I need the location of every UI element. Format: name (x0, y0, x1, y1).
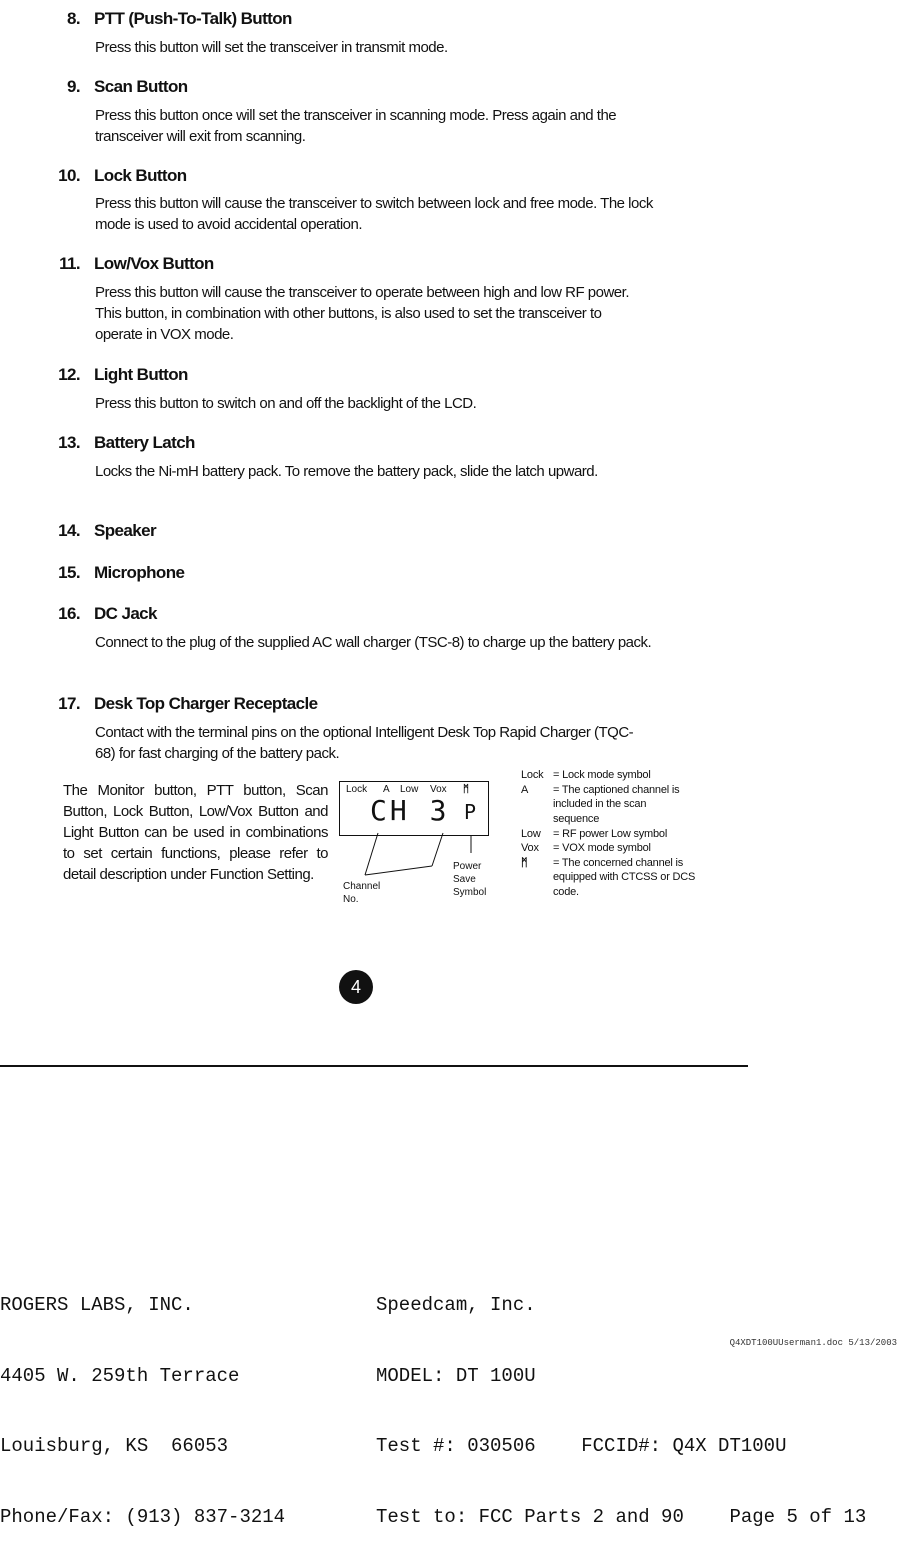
legend-value: = The concerned channel is equipped with CTCSS or DCS code. (553, 856, 696, 898)
footer-phone: Phone/Fax: (913) 837-3214 (0, 1505, 286, 1528)
section-number: 17. (58, 694, 80, 713)
section-title: DC Jack (94, 604, 157, 623)
section-title: Microphone (94, 563, 185, 582)
label-power-save: Power Save Symbol (453, 861, 487, 898)
legend-value: = The captioned channel is included in the scan sequence (553, 783, 680, 825)
section-body: Locks the Ni-mH battery pack. To remove the battery pack, slide the latch upward. (95, 463, 598, 480)
document-reference: Q4XDT100UUserman1.doc 5/13/2003 (729, 1338, 897, 1348)
section-body: Press this button to switch on and off the backlight of the LCD. (95, 395, 477, 412)
lcd-diagram (335, 778, 500, 908)
section-body: Press this button will set the transceiver in transmit mode. (95, 39, 448, 56)
lcd-power-save-readout: P (464, 800, 480, 824)
legend-key: Vox (521, 842, 539, 855)
section-title: Battery Latch (94, 433, 195, 452)
section-number: 12. (58, 365, 80, 384)
footer-test-to: Test to: FCC Parts 2 and 90 Page 5 of 13 (376, 1505, 867, 1528)
footer-model: MODEL: DT 100U (376, 1364, 536, 1387)
ctcss-icon: ᛗ (463, 784, 469, 795)
footer-address: 4405 W. 259th Terrace (0, 1364, 240, 1387)
legend-item (521, 856, 721, 900)
section-number: 15. (58, 563, 80, 582)
section-number: 13. (58, 433, 80, 452)
footer-right (376, 1247, 866, 1553)
section-number: 11. (59, 254, 80, 273)
footer-left (0, 1247, 285, 1553)
legend-value: = RF power Low symbol (553, 827, 668, 840)
footer-client: Speedcam, Inc. (376, 1294, 536, 1316)
lcd-vox-indicator: Vox (430, 784, 447, 795)
legend-item (521, 783, 721, 827)
ctcss-icon: ᛗ (521, 856, 528, 869)
legend-item (521, 841, 721, 856)
section-title: Light Button (94, 365, 188, 384)
section-title: PTT (Push-To-Talk) Button (94, 9, 292, 28)
legend-key: Lock (521, 769, 544, 781)
section-number: 8. (67, 9, 80, 28)
legend-value: = Lock mode symbol (553, 769, 651, 781)
page-number-badge: 4 (339, 970, 373, 1004)
section-title: Desk Top Charger Receptacle (94, 694, 318, 713)
section-title: Speaker (94, 521, 156, 540)
legend-key: Low (521, 827, 541, 840)
combination-note: The Monitor button, PTT button, Scan Button, Lock Button, Low/Vox Button and Light Button can be used in combinations to set certain functions, please refer to detail description under Function Setting. (63, 782, 328, 883)
divider (0, 1065, 748, 1067)
lcd-scan-indicator: A (383, 784, 390, 795)
lcd-channel-readout: CH 3 (370, 794, 450, 827)
footer-company: ROGERS LABS, INC. (0, 1294, 194, 1316)
section-body: Contact with the terminal pins on the optional Intelligent Desk Top Rapid Charger (TQC-68) for fast charging of the battery pack. (95, 724, 634, 762)
section-number: 16. (58, 604, 80, 623)
footer-test-number: Test #: 030506 FCCID#: Q4X DT100U (376, 1435, 787, 1457)
legend-key: A (521, 783, 529, 796)
lcd-legend (521, 768, 721, 900)
section-body: Press this button will cause the transceiver to switch between lock and free mode. The lock mode is used to avoid accidental operation. (95, 195, 653, 233)
legend-value: = VOX mode symbol (553, 842, 651, 855)
section-body: Press this button once will set the transceiver in scanning mode. Press again and the transceiver will exit from scanning. (95, 107, 617, 145)
lcd-low-indicator: Low (400, 784, 419, 795)
legend-item (521, 827, 721, 842)
footer-city: Louisburg, KS 66053 (0, 1435, 229, 1457)
section-number: 9. (67, 77, 80, 96)
section-title: Low/Vox Button (94, 254, 214, 273)
section-number: 10. (58, 166, 80, 185)
section-body: Connect to the plug of the supplied AC wall charger (TSC-8) to charge up the battery pack. (95, 634, 652, 651)
section-title: Scan Button (94, 77, 188, 96)
section-number: 14. (58, 521, 80, 540)
lcd-lock-indicator: Lock (346, 784, 368, 795)
legend-item (521, 768, 721, 783)
section-body: Press this button will cause the transceiver to operate between high and low RF power. This button, in combination with other buttons, is also used to set the transceiver to operate in VOX mode. (95, 284, 629, 343)
label-channel-number: Channel No. (343, 881, 381, 905)
section-title: Lock Button (94, 166, 187, 185)
